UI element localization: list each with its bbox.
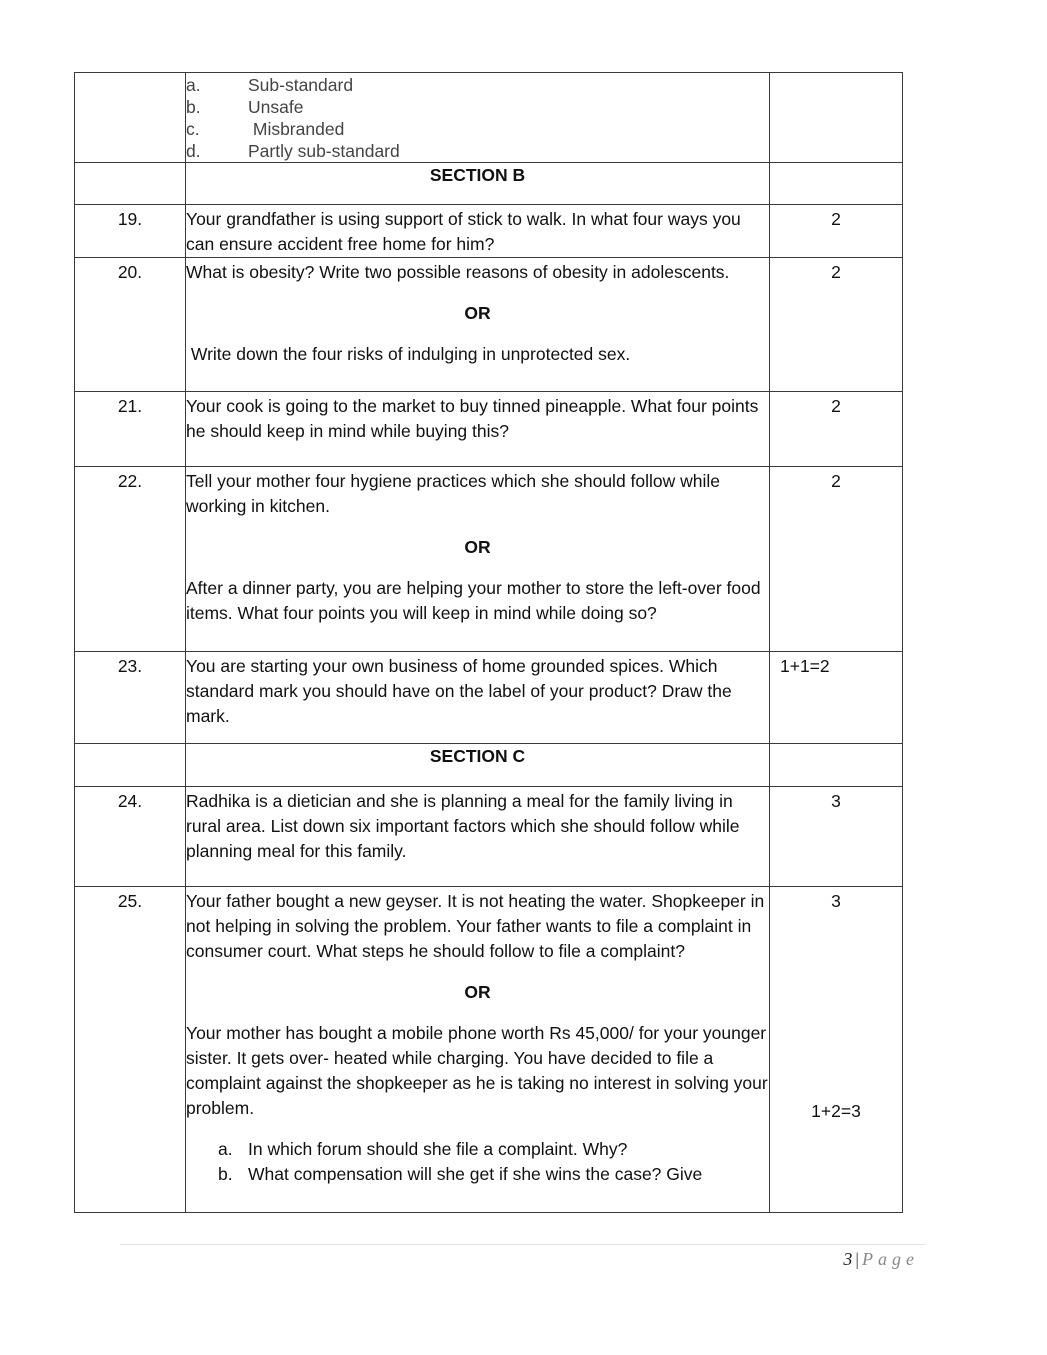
question-marks: 2 [770,392,903,467]
option-item [186,96,769,118]
footer-divider [120,1244,926,1245]
section-c-row [75,744,903,787]
marks-cell [770,744,903,787]
question-row-22 [75,467,903,652]
option-item [186,118,769,140]
page-separator: | [855,1249,860,1269]
question-marks: 1+1=2 [770,652,903,744]
marks-cell [770,163,903,205]
section-cell [186,163,770,205]
sub-letter: a. [218,1139,233,1159]
question-row-23 [75,652,903,744]
section-b-row [75,163,903,205]
question-main-text: Your father bought a new geyser. It is not heating the water. Shopkeeper in not helping in solving the problem. Your father wants to file a complaint in consumer court. What steps he should follow to file a complaint? [186,891,765,961]
section-b-heading: SECTION B [429,165,526,185]
question-number: 20. [75,258,186,392]
question-marks: 3 1+2=3 [770,887,903,1213]
question-number: 24. [75,787,186,887]
option-text: Sub-standard [248,75,354,95]
page-number: 3 [843,1249,853,1269]
alt-question-marks: 1+2=3 [811,1101,861,1121]
option-item [186,74,769,96]
question-main-text: Tell your mother four hygiene practices which she should follow while working in kitchen. [186,471,721,516]
option-letter: b. [186,97,201,117]
option-letter: d. [186,141,201,161]
num-cell [75,73,186,163]
question-row-25 [75,887,903,1213]
question-table [74,72,903,1213]
question-number: 23. [75,652,186,744]
question-text [186,887,770,1213]
question-marks: 2 [770,467,903,652]
num-cell [75,163,186,205]
option-text: Unsafe [248,97,304,117]
question-number: 19. [75,205,186,258]
sub-letter: b. [218,1164,233,1184]
page-label: Page [862,1249,919,1269]
question-row-24 [75,787,903,887]
question-row-19 [75,205,903,258]
question-row-21 [75,392,903,467]
question-main-text: What is obesity? Write two possible reasons of obesity in adolescents. [186,262,730,282]
section-cell [186,744,770,787]
option-list [186,73,769,162]
option-text: Misbranded [248,119,345,139]
question-number: 22. [75,467,186,652]
question-text [186,467,770,652]
option-letter: c. [186,119,200,139]
sub-question [186,1137,769,1162]
sub-question [186,1162,769,1187]
question-row-20 [75,258,903,392]
page-footer [843,1249,919,1270]
question-marks: 3 [770,787,903,887]
sub-question-list [186,1137,769,1187]
num-cell [75,744,186,787]
options-cell [186,73,770,163]
question-text [186,258,770,392]
question-alt-text: Your mother has bought a mobile phone worth Rs 45,000/ for your younger sister. It gets over- heated while charging. You have decided to file a complaint against the shopkeeper as he is taking no interest in solving your problem. [186,1023,768,1118]
question-alt-text: After a dinner party, you are helping your mother to store the left-over food items. What four points you will keep in mind while doing so? [186,578,761,623]
sub-text: What compensation will she get if she wins the case? Give [248,1164,703,1184]
sub-text: In which forum should she file a complaint. Why? [248,1139,628,1159]
options-row [75,73,903,163]
option-text: Partly sub-standard [248,141,400,161]
question-text: Your cook is going to the market to buy tinned pineapple. What four points he should keep in mind while buying this? [186,392,770,467]
question-marks: 2 [770,258,903,392]
marks-cell [770,73,903,163]
or-label: OR [464,537,491,557]
question-text: You are starting your own business of home grounded spices. Which standard mark you should have on the label of your product? Draw the mark. [186,652,770,744]
question-alt-text: Write down the four risks of indulging in unprotected sex. [186,344,631,364]
or-label: OR [464,982,491,1002]
or-label: OR [464,303,491,323]
question-text: Your grandfather is using support of stick to walk. In what four ways you can ensure accident free home for him? [186,205,770,258]
question-marks: 2 [770,205,903,258]
question-text: Radhika is a dietician and she is planning a meal for the family living in rural area. List down six important factors which she should follow while planning meal for this family. [186,787,770,887]
option-letter: a. [186,75,201,95]
question-number: 25. [75,887,186,1213]
section-c-heading: SECTION C [429,746,526,766]
option-item [186,140,769,162]
question-number: 21. [75,392,186,467]
